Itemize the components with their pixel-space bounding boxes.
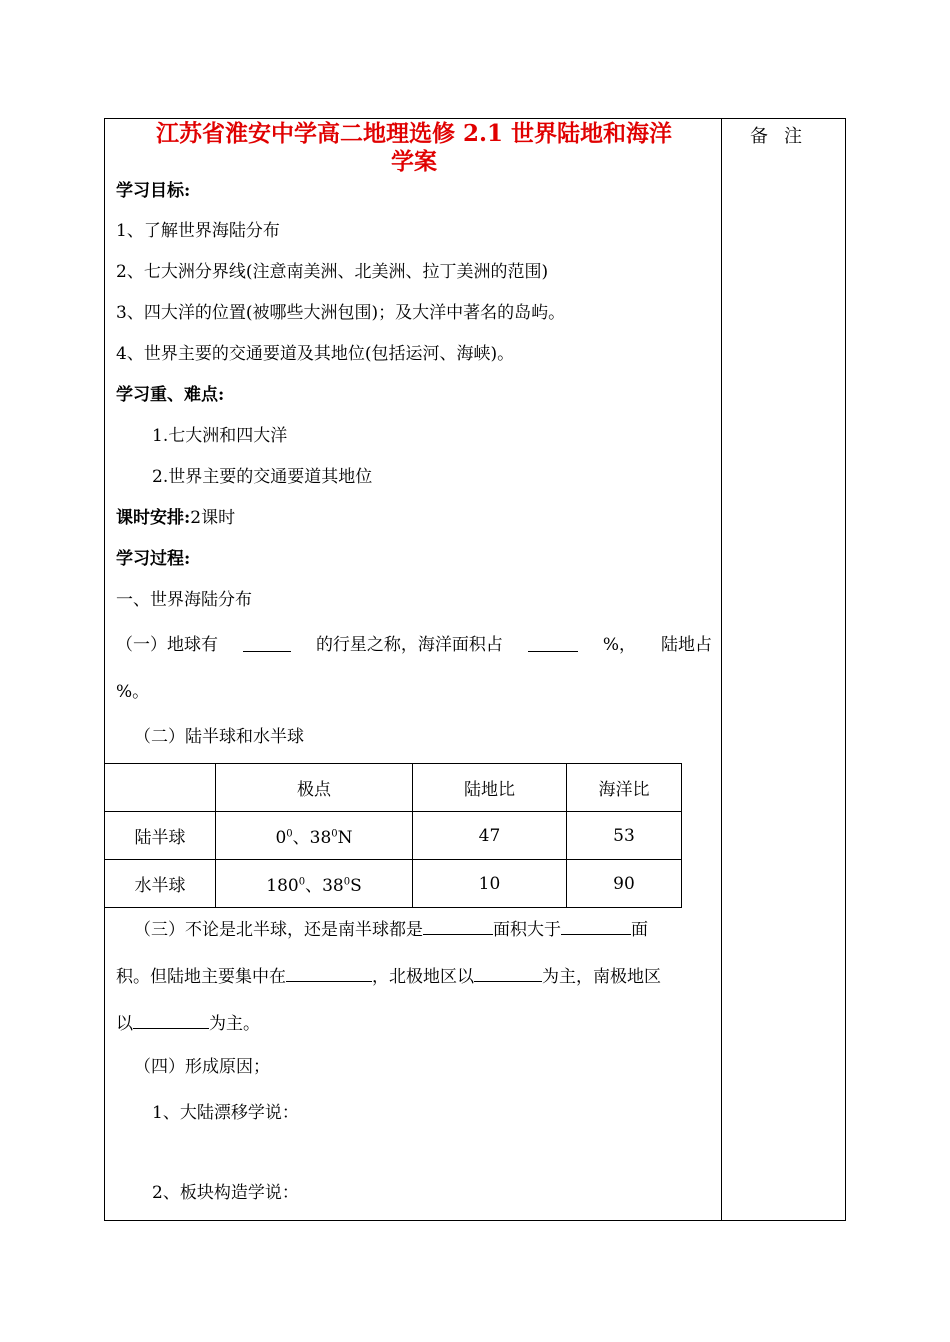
q3-blank[interactable] — [423, 917, 493, 935]
pole-separator: 、 — [305, 876, 323, 896]
question-4: （四）形成原因； — [134, 1057, 270, 1077]
schedule-value: 2课时 — [190, 508, 236, 528]
q3-blank[interactable] — [561, 917, 631, 935]
objective-item: 2、七大洲分界线(注意南美洲、北美洲、拉丁美洲的范围) — [116, 262, 549, 282]
q1-text-a: （一）地球有 — [116, 635, 218, 655]
title-line-1: 江苏省淮安中学高二地理选修 2.1 世界陆地和海洋 — [155, 120, 673, 147]
degree-mark: 0 — [286, 828, 293, 840]
q3-text: 面积大于 — [493, 920, 561, 940]
pole-value: 0 — [275, 828, 287, 848]
process-heading: 学习过程: — [116, 549, 191, 569]
remark-column-divider — [721, 118, 722, 1221]
q3-text: 为主，南极地区 — [542, 967, 661, 987]
table-header-row — [105, 764, 682, 812]
q3-text: 面 — [631, 920, 648, 940]
schedule-label: 课时安排: — [116, 508, 191, 528]
question-2: （二）陆半球和水半球 — [134, 727, 304, 747]
row-ocean: 53 — [567, 812, 682, 860]
q3-text: 积。但陆地主要集中在 — [116, 967, 286, 987]
q1-blank-2[interactable] — [528, 634, 578, 652]
q3-text: 为主。 — [209, 1014, 260, 1034]
question-1-line — [116, 634, 712, 656]
q3-text: ，北极地区以 — [372, 967, 474, 987]
degree-mark: 0 — [331, 828, 338, 840]
q3-text: （三）不论是北半球，还是南半球都是 — [134, 920, 423, 940]
row-name: 陆半球 — [105, 812, 216, 860]
key-point-item: 2.世界主要的交通要道其地位 — [152, 467, 373, 487]
objectives-heading: 学习目标: — [116, 181, 191, 201]
table-header-cell: 海洋比 — [567, 764, 682, 812]
q1-text-e: %。 — [116, 682, 150, 702]
row-name: 水半球 — [105, 860, 216, 908]
q1-text-b: 的行星之称，海洋面积占 — [315, 635, 503, 655]
degree-mark: 0 — [298, 876, 306, 888]
table-header-cell — [105, 764, 216, 812]
question-3-line-2 — [116, 964, 661, 988]
key-points-heading: 学习重、难点: — [116, 385, 225, 405]
title-line-2: 学案 — [391, 148, 437, 175]
row-land: 10 — [413, 860, 567, 908]
table-row — [105, 812, 682, 860]
row-ocean: 90 — [567, 860, 682, 908]
table-header-cell: 极点 — [216, 764, 413, 812]
row-pole — [216, 860, 413, 908]
row-pole — [216, 812, 413, 860]
hemisphere-table — [104, 763, 682, 908]
pole-separator: 、 — [292, 828, 310, 848]
cause-item: 1、大陆漂移学说： — [152, 1103, 299, 1123]
table-header-cell: 陆地比 — [413, 764, 567, 812]
page-title — [110, 120, 718, 176]
key-point-item: 1.七大洲和四大洋 — [152, 426, 288, 446]
question-3-line-1 — [134, 917, 648, 941]
q3-blank[interactable] — [286, 964, 372, 982]
schedule-line — [116, 507, 235, 529]
q3-blank[interactable] — [133, 1011, 209, 1029]
section-heading: 一、世界海陆分布 — [116, 590, 252, 610]
question-3-line-3 — [116, 1011, 260, 1035]
pole-value: 180 — [266, 876, 299, 896]
pole-direction: S — [350, 876, 362, 896]
objective-item: 3、四大洋的位置(被哪些大洲包围)；及大洋中著名的岛屿。 — [116, 303, 566, 323]
row-land: 47 — [413, 812, 567, 860]
pole-value: 38 — [309, 828, 332, 848]
q3-blank[interactable] — [474, 964, 542, 982]
q1-blank-1[interactable] — [243, 634, 291, 652]
objective-item: 1、了解世界海陆分布 — [116, 221, 280, 241]
degree-mark: 0 — [343, 876, 351, 888]
q3-text: 以 — [116, 1014, 133, 1034]
pole-direction: N — [337, 828, 353, 848]
cause-item: 2、板块构造学说： — [152, 1183, 299, 1203]
q1-text-d: 陆地占 — [661, 635, 712, 655]
remark-label: 备注 — [750, 126, 818, 147]
table-row — [105, 860, 682, 908]
q1-text-c: %， — [602, 635, 637, 655]
pole-value: 38 — [322, 876, 344, 896]
objective-item: 4、世界主要的交通要道及其地位(包括运河、海峡)。 — [116, 344, 515, 364]
